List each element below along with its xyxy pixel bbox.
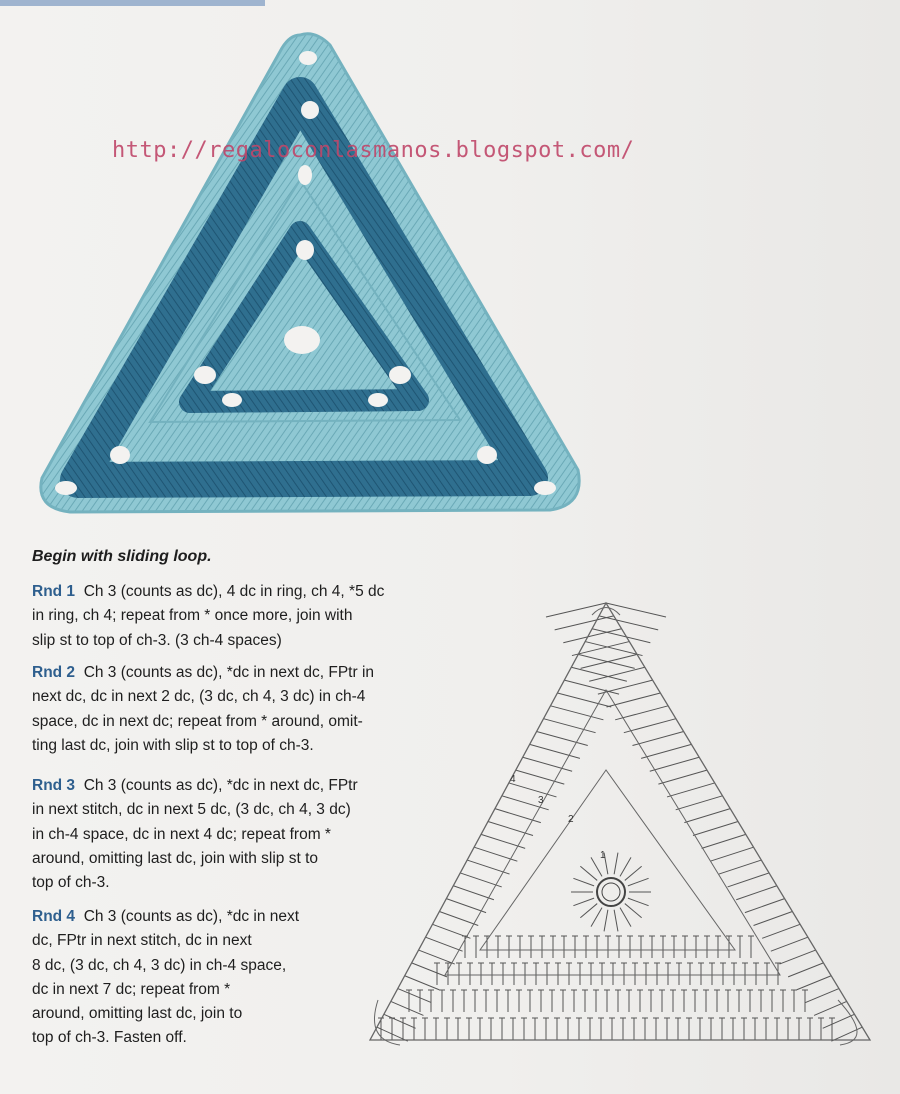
stitch-mark xyxy=(805,989,839,1003)
stitch-mark xyxy=(581,654,637,668)
stitch-mark xyxy=(530,744,580,758)
stitch-mark xyxy=(573,898,594,906)
stitch-mark xyxy=(628,878,649,886)
instruction-line: Ch 3 (counts as dc), 4 dc in ring, ch 4, *5 dc xyxy=(83,583,385,600)
stitch-mark xyxy=(728,873,769,887)
stitch-mark xyxy=(736,886,777,900)
chart-round-3-edge xyxy=(480,770,735,950)
stitch-mark xyxy=(426,937,463,951)
instruction-line: top of ch-3. xyxy=(32,874,110,892)
chart-round-label: 2 xyxy=(568,814,574,825)
intro-text: Begin with sliding loop. xyxy=(32,548,212,565)
crochet-triangle-photo xyxy=(0,0,600,540)
chart-round-label: 1 xyxy=(600,850,606,861)
stitch-mark xyxy=(599,616,658,630)
stitch-mark xyxy=(614,853,618,875)
stitch-mark xyxy=(405,976,439,990)
stitch-mark xyxy=(555,616,614,630)
instruction-line: top of ch-3. Fasten off. xyxy=(32,1029,187,1047)
round-label: Rnd 4 xyxy=(32,908,76,925)
stitch-mark xyxy=(676,796,723,810)
stitch-mark xyxy=(797,976,831,990)
stitch-mark xyxy=(432,924,470,938)
stitch-mark xyxy=(620,857,631,876)
crochet-stitch-chart xyxy=(355,590,900,1060)
instruction-line: next dc, dc in next 2 dc, (3 dc, ch 4, 3 dc) in ch-4 xyxy=(32,688,366,706)
chart-corner-loop xyxy=(838,1000,857,1045)
stitch-mark xyxy=(745,899,785,913)
instruction-line: dc in next 7 dc; repeat from * xyxy=(32,980,231,998)
stitch-mark xyxy=(453,886,494,900)
stitch-mark xyxy=(702,834,746,848)
instruction-line: 8 dc, (3 dc, ch 4, 3 dc) in ch-4 space, xyxy=(32,956,287,974)
stitch-mark xyxy=(620,908,631,927)
stitch-mark xyxy=(523,757,572,771)
stitch-mark xyxy=(771,937,808,951)
stitch-mark xyxy=(719,860,761,874)
stitch-mark xyxy=(754,911,793,925)
stitch-mark xyxy=(398,989,432,1003)
instruction-line: in next stitch, dc in next 5 dc, (3 dc, ch 4, 3 dc) xyxy=(32,801,351,819)
chart-corner-loop xyxy=(592,608,620,616)
chart-center-ring xyxy=(597,878,625,906)
instruction-line: around, omitting last dc, join to xyxy=(32,1005,243,1023)
stitch-mark xyxy=(488,822,533,836)
stitch-mark xyxy=(788,963,823,977)
stitch-mark xyxy=(446,899,486,913)
round-4-instructions xyxy=(32,905,299,1051)
stitch-mark xyxy=(632,732,683,746)
stitch-mark xyxy=(564,680,619,694)
stitch-mark xyxy=(624,719,676,733)
stitch-mark xyxy=(580,866,597,880)
stitch-mark xyxy=(762,924,800,938)
instruction-line: Ch 3 (counts as dc), *dc in next xyxy=(83,908,300,925)
instruction-line: space, dc in next dc; repeat from * around, omit- xyxy=(32,712,363,730)
stitch-mark xyxy=(604,910,608,932)
round-label: Rnd 2 xyxy=(32,664,76,681)
stitch-mark xyxy=(628,898,649,906)
stitch-mark xyxy=(591,908,602,927)
stitch-mark xyxy=(563,629,621,643)
stitch-mark xyxy=(578,654,634,668)
instruction-line: around, omitting last dc, join with slip st to xyxy=(32,849,319,867)
instruction-line: Ch 3 (counts as dc), *dc in next dc, FPtr in xyxy=(83,664,375,681)
stitch-mark xyxy=(693,822,738,836)
stitch-mark xyxy=(641,744,691,758)
round-label: Rnd 1 xyxy=(32,583,76,600)
stitch-mark xyxy=(658,770,707,784)
round-3-instructions xyxy=(32,774,358,895)
stitch-mark xyxy=(481,834,525,848)
round-1-instructions xyxy=(32,580,384,653)
stitch-mark xyxy=(544,719,596,733)
stitch-mark xyxy=(710,847,753,861)
blog-watermark: http://regaloconlasmanos.blogspot.com/ xyxy=(112,138,635,163)
chart-round-2-edge xyxy=(445,690,780,975)
chart-round-label: 3 xyxy=(538,795,544,806)
stitch-mark xyxy=(419,950,455,964)
instruction-line: slip st to top of ch-3. (3 ch-4 spaces) xyxy=(32,631,282,649)
stitch-mark xyxy=(439,911,478,925)
stitch-mark xyxy=(823,1014,855,1028)
stitch-mark xyxy=(667,783,715,797)
stitch-mark xyxy=(384,1014,416,1028)
stitch-mark xyxy=(598,680,653,694)
stitch-mark xyxy=(625,904,642,918)
stitch-mark xyxy=(495,809,541,823)
stitch-mark xyxy=(592,629,650,643)
stitch-mark xyxy=(412,963,447,977)
instruction-line: Ch 3 (counts as dc), *dc in next dc, FPtr xyxy=(83,777,358,794)
stitch-mark xyxy=(831,1027,862,1041)
stitch-mark xyxy=(580,904,597,918)
chart-center-ring-inner xyxy=(602,883,620,901)
instruction-line: in ch-4 space, dc in next 4 dc; repeat from * xyxy=(32,825,331,843)
chart-round-label: 4 xyxy=(510,774,516,785)
stitch-mark xyxy=(391,1001,424,1015)
stitch-mark xyxy=(779,950,815,964)
instruction-line: ting last dc, join with slip st to top of ch-3. xyxy=(32,736,314,754)
stitch-mark xyxy=(650,757,699,771)
round-2-instructions xyxy=(32,661,374,758)
stitch-mark xyxy=(537,732,588,746)
stitch-mark xyxy=(614,910,618,932)
instruction-line: in ring, ch 4; repeat from * once more, join with xyxy=(32,607,353,625)
stitch-mark xyxy=(572,642,629,656)
instruction-line: dc, FPtr in next stitch, dc in next xyxy=(32,932,252,950)
stitch-mark xyxy=(625,866,642,880)
stitch-mark xyxy=(573,878,594,886)
stitch-mark xyxy=(684,809,730,823)
round-label: Rnd 3 xyxy=(32,777,76,794)
